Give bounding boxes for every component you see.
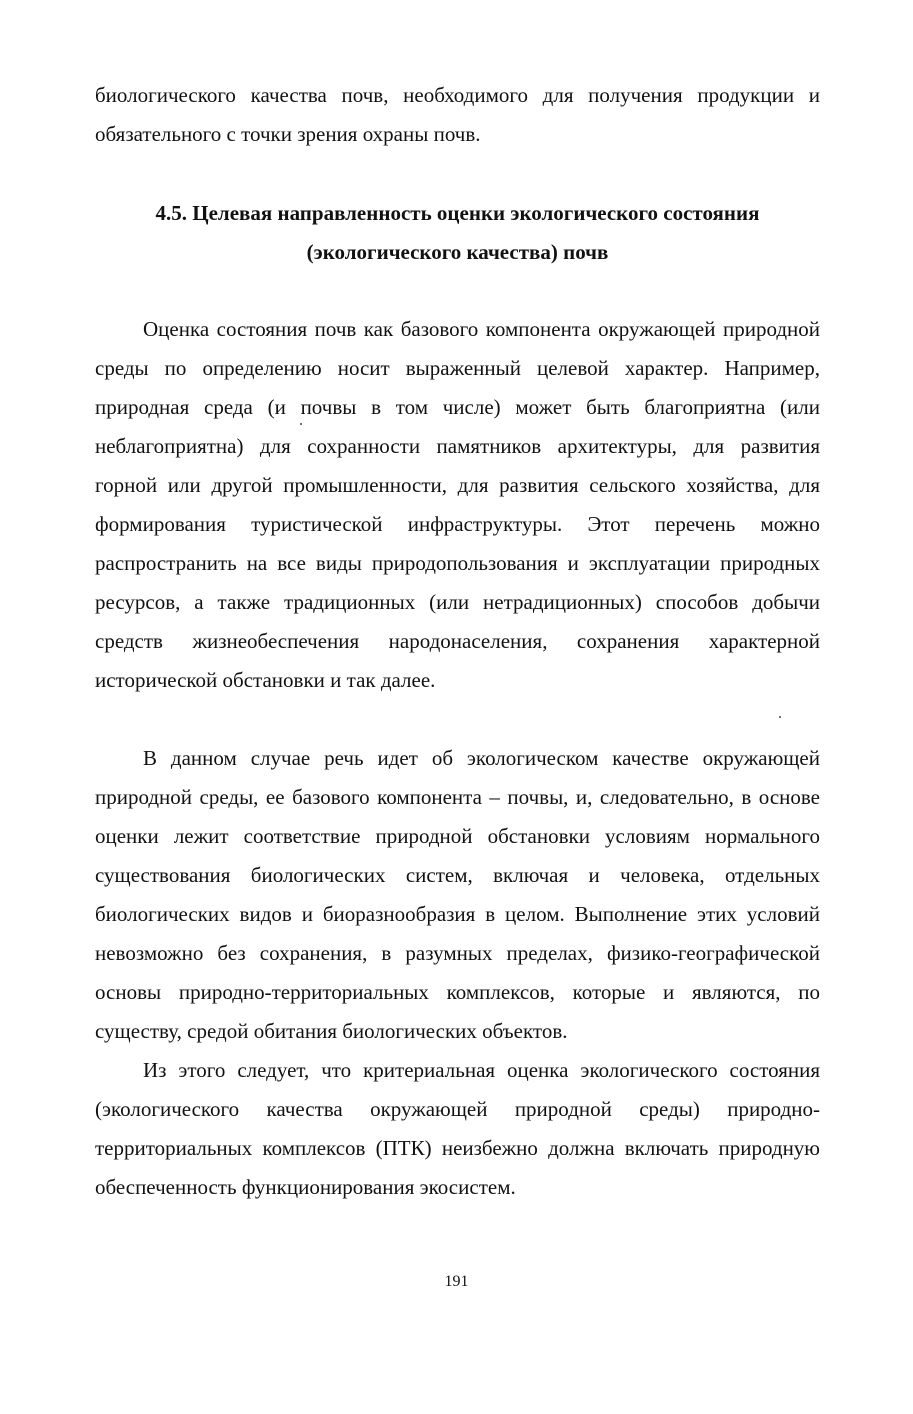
scan-speck <box>779 716 781 718</box>
intro-paragraph: биологического качества почв, необходимого для получения продукции и обязательного с точки зрения охраны почв. <box>95 83 820 146</box>
scan-speck <box>300 423 302 425</box>
section-heading-line-1: 4.5. Целевая направленность оценки экологического состояния <box>155 201 760 225</box>
page-number: 191 <box>444 1273 469 1290</box>
body-paragraph-3: Из этого следует, что критериальная оценка экологического состояния (экологического качества окружающей природной среды) природно-территориальных комплексов (ПТК) неизбежно должна включать природную обеспеченность функционирования экосистем. <box>95 1058 820 1199</box>
body-paragraph-2: В данном случае речь идет об экологическом качестве окружающей природной среды, ее базового компонента – почвы, и, следовательно, в основе оценки лежит соответствие природной обстановки условиям нормального существования биологических систем, включая и человека, отдельных биологических видов и биоразнообразия в целом. Выполнение этих условий невозможно без сохранения, в разумных пределах, физико-географической основы природно-территориальных комплексов, которые и являются, по существу, средой обитания биологических объектов. <box>95 746 820 1043</box>
section-heading-line-2: (экологического качества) почв <box>306 240 609 264</box>
body-paragraph-1: Оценка состояния почв как базового компонента окружающей природной среды по определению носит выраженный целевой характер. Например, природная среда (и почвы в том числе) может быть благоприятна (или неблагоприятна) для сохранности памятников архитектуры, для развития горной или другой промышленности, для развития сельского хозяйства, для формирования туристической инфраструктуры. Этот перечень можно распространить на все виды природопользования и эксплуатации природных ресурсов, а также традиционных (или нетрадиционных) способов добычи средств жизнеобеспечения народонаселения, сохранения характерной исторической обстановки и так далее. <box>95 317 820 692</box>
section-heading <box>95 194 820 272</box>
